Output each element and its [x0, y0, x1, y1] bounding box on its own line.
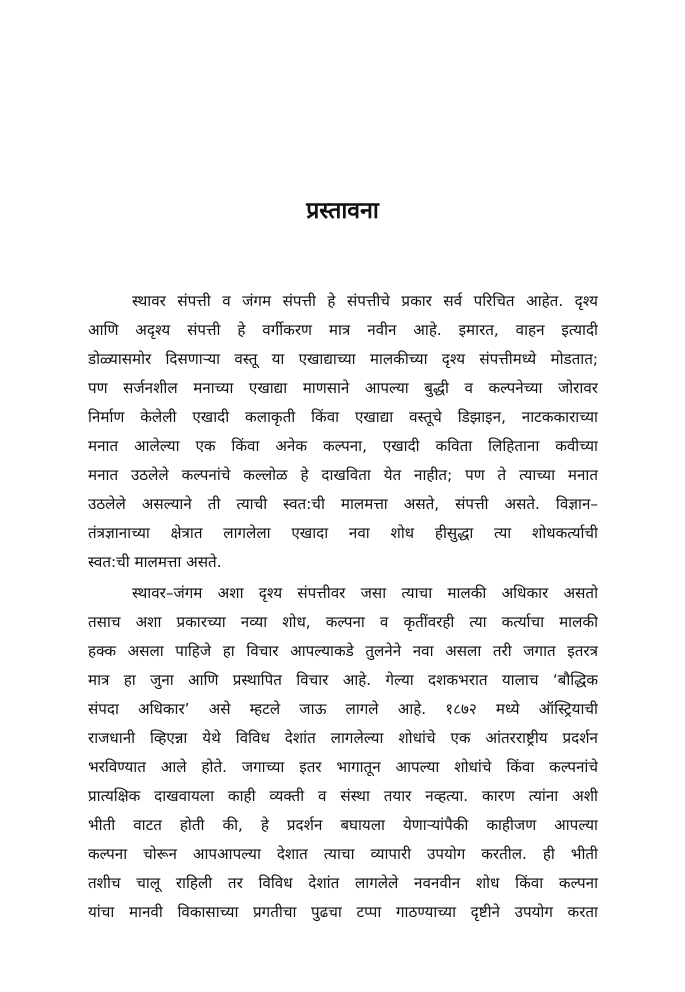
text-line: प्रात्यक्षिक दाखवायला काही व्यक्ती व संस्था तयार नव्हत्या. कारण त्यांना अशी: [88, 787, 598, 805]
text-line: तशीच चालू राहिली तर विविध देशांत लागलेले नवनवीन शोध किंवा कल्पना: [88, 874, 598, 892]
text-line: भरविण्यात आले होते. जगाच्या इतर भागातून आपल्या शोधांचे किंवा कल्पनांचे: [88, 758, 598, 776]
text-line: आणि अदृश्य संपत्ती हे वर्गीकरण मात्र नवीन आहे. इमारत, वाहन इत्यादी: [88, 321, 598, 339]
text-line: मात्र हा जुना आणि प्रस्थापित विचार आहे. गेल्या दशकभरात यालाच ‘बौद्धिक: [88, 671, 598, 689]
text-line: यांचा मानवी विकासाच्या प्रगतीचा पुढचा टप्पा गाठण्याच्या दृष्टीने उपयोग करता: [88, 903, 598, 921]
text-line: पण सर्जनशील मनाच्या एखाद्या माणसाने आपल्या बुद्धी व कल्पनेच्या जोरावर: [88, 379, 598, 397]
text-line: डोळ्यासमोर दिसणाऱ्या वस्तू या एखाद्याच्या मालकीच्या दृश्य संपत्तीमध्ये मोडतात;: [88, 350, 598, 368]
text-line: मनात आलेल्या एक किंवा अनेक कल्पना, एखादी कविता लिहिताना कवीच्या: [88, 437, 598, 455]
text-line: संपदा अधिकार’ असे म्हटले जाऊ लागले आहे. १८७२ मध्ये ऑस्ट्रियाची: [88, 700, 598, 718]
text-line: हक्क असला पाहिजे हा विचार आपल्याकडे तुलनेने नवा असला तरी जगात इतरत्र: [88, 642, 598, 660]
text-line: स्थावर संपत्ती व जंगम संपत्ती हे संपत्तीचे प्रकार सर्व परिचित आहेत. दृश्य: [132, 292, 598, 310]
body-text: [88, 287, 598, 927]
text-line: स्वत:ची मालमत्ता असते.: [88, 553, 222, 571]
text-line: कल्पना चोरून आपआपल्या देशात त्याचा व्यापारी उपयोग करतील. ही भीती: [88, 845, 598, 863]
text-line: उठलेले असल्याने ती त्याची स्वत:ची मालमत्ता असते, संपत्ती असते. विज्ञान–: [88, 495, 598, 513]
text-line: निर्माण केलेली एखादी कलाकृती किंवा एखाद्या वस्तूचे डिझाइन, नाटककाराच्या: [88, 408, 598, 426]
text-line: तंत्रज्ञानाच्या क्षेत्रात लागलेला एखादा नवा शोध हीसुद्धा त्या शोधकर्त्याची: [88, 524, 598, 542]
text-line: स्थावर–जंगम अशा दृश्य संपत्तीवर जसा त्याचा मालकी अधिकार असतो: [132, 584, 598, 602]
page-title: प्रस्तावना: [306, 198, 379, 224]
text-line: मनात उठलेले कल्पनांचे कल्लोळ हे दाखविता येत नाहीत; पण ते त्याच्या मनात: [88, 466, 598, 484]
text-line: राजधानी व्हिएन्ना येथे विविध देशांत लागलेल्या शोधांचे एक आंतरराष्ट्रीय प्रदर्शन: [88, 729, 598, 747]
text-line: तसाच अशा प्रकारच्या नव्या शोध, कल्पना व कृतींवरही त्या कर्त्याचा मालकी: [88, 613, 598, 631]
text-line: भीती वाटत होती की, हे प्रदर्शन बघायला येणाऱ्यांपैकी काहीजण आपल्या: [88, 816, 598, 834]
